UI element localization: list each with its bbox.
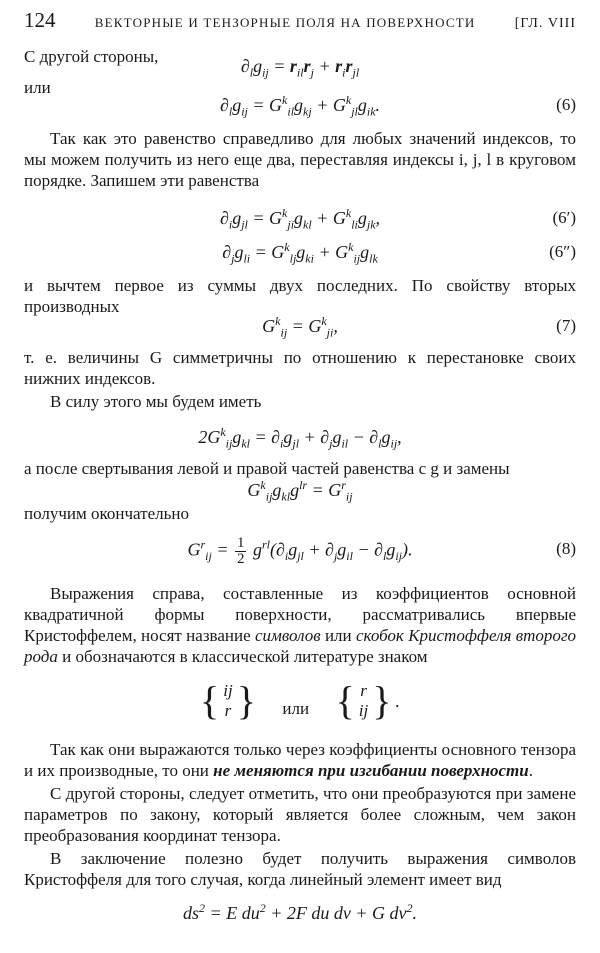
brace-ij-r: { ij r } [200,678,256,723]
paragraph-10: Так как они выражаются только через коэффициенты основного тензора и их производные, то они не меняются при изгибании поверхности. [24,740,576,780]
paragraph-4: и вычтем первое из суммы двух последних. По свойству вторых производных [24,276,576,316]
christoffel-brace-notation [24,679,576,723]
paragraph-2: или [24,78,51,97]
brace-r-ij: { r ij } . [335,678,400,723]
paragraph-9-part-2: и обозначаются в классической литературе знаком [62,647,428,666]
equation-2G: $2G^k_{ij}g_{kl} = \partial_ig_{jl} + \partial_jg_{il} - \partial_lg_{ij}$, [198,425,402,451]
equation-line-element: $ds^2 = E$ $du^2 + 2F$ du dv + G $dv^2$. [183,901,417,923]
paragraph-9-part-1: Выражения справа, составленные из коэффициентов основной квадратичной формы поверхности, рассматривались впервые Кристоффелем, носят название [24,584,576,645]
equation-number-7: (7) [556,316,576,335]
running-title: ВЕКТОРНЫЕ И ТЕНЗОРНЫЕ ПОЛЯ НА ПОВЕРХНОСТИ [94,15,476,30]
paragraph-8: получим окончательно [24,504,189,523]
equation-dg-r: $\partial_lg_{ij} = r_{il}r_j + r_ir_{jl}$ [240,56,360,80]
paragraph-5: т. е. величины G симметричны по отношению к перестановке своих нижних индексов. [24,348,576,388]
paragraph-1: С другой стороны, [24,47,159,66]
term-christoffel-brackets: скобок Кристоффеля второго рода [24,626,577,666]
paragraph-6: В силу этого мы будем иметь [50,392,262,411]
paragraph-9 [24,583,576,667]
equation-number-6: (6) [556,95,576,114]
paragraph-10-part-1: Так как они выражаются только через коэффициенты основного тензора и их производные, то они [24,740,576,780]
equation-number-6pp: (6″) [549,242,576,261]
equation-6: $\partial_lg_{ij} = G^k_{il}g_{kj} + G^k_{jl}g_{ik}$. (6) [219,93,576,119]
equation-6-prime: $\partial_ig_{jl} = G^k_{ji}g_{kl} + G^k_{li}g_{jk}$, (6′) [219,206,576,232]
page-header [24,8,576,38]
paragraph-9-or: или [324,626,352,645]
equation-number-8: (8) [556,539,576,558]
paragraph-7: а после свертывания левой и правой частей равенства с g и замены [24,459,510,478]
equation-number-6p: (6′) [552,208,576,227]
paragraph-10-emphasis: не меняются при изгибании поверхности [213,761,529,780]
term-symbols: символов [254,626,321,645]
page-number: 124 [24,8,56,32]
chapter-label: [ГЛ. VIII [514,16,576,31]
paragraph-3: Так как это равенство справедливо для любых значений индексов, то мы можем получить из него еще два, переставляя индексы i, j, l в круговом порядке. Запишем эти равенства [24,129,576,190]
paragraph-12: В заключение полезно будет получить выражения символов Кристоффеля для того случая, когда линейный элемент имеет вид [24,849,576,889]
brace-or: или [282,699,310,718]
paragraph-11: С другой стороны, следует отметить, что они преобразуются при замене параметров по закону, который является более сложным, чем закон преобразования координат тензора. [24,784,576,845]
equation-contraction: $G^k_{ij}g_{kl}g^{lr} = G^r_{ij}$ [247,478,353,504]
fraction-one-half: $\frac{1}{2}$ [236,535,245,567]
equation-7: $G^k_{ij} = G^k_{ji}$, (7) [262,314,576,340]
equation-8: $G^r_{ij}$ = $\frac{1}{2}$ $g^{rl}(\partial_ig_{jl} + \partial_jg_{il} - \partial_lg_{ij})$. (8) [187,535,576,567]
equation-6-double-prime: $\partial_jg_{li} = G^k_{lj}g_{ki} + G^k_{ij}g_{lk}$ (6″) [222,240,576,266]
